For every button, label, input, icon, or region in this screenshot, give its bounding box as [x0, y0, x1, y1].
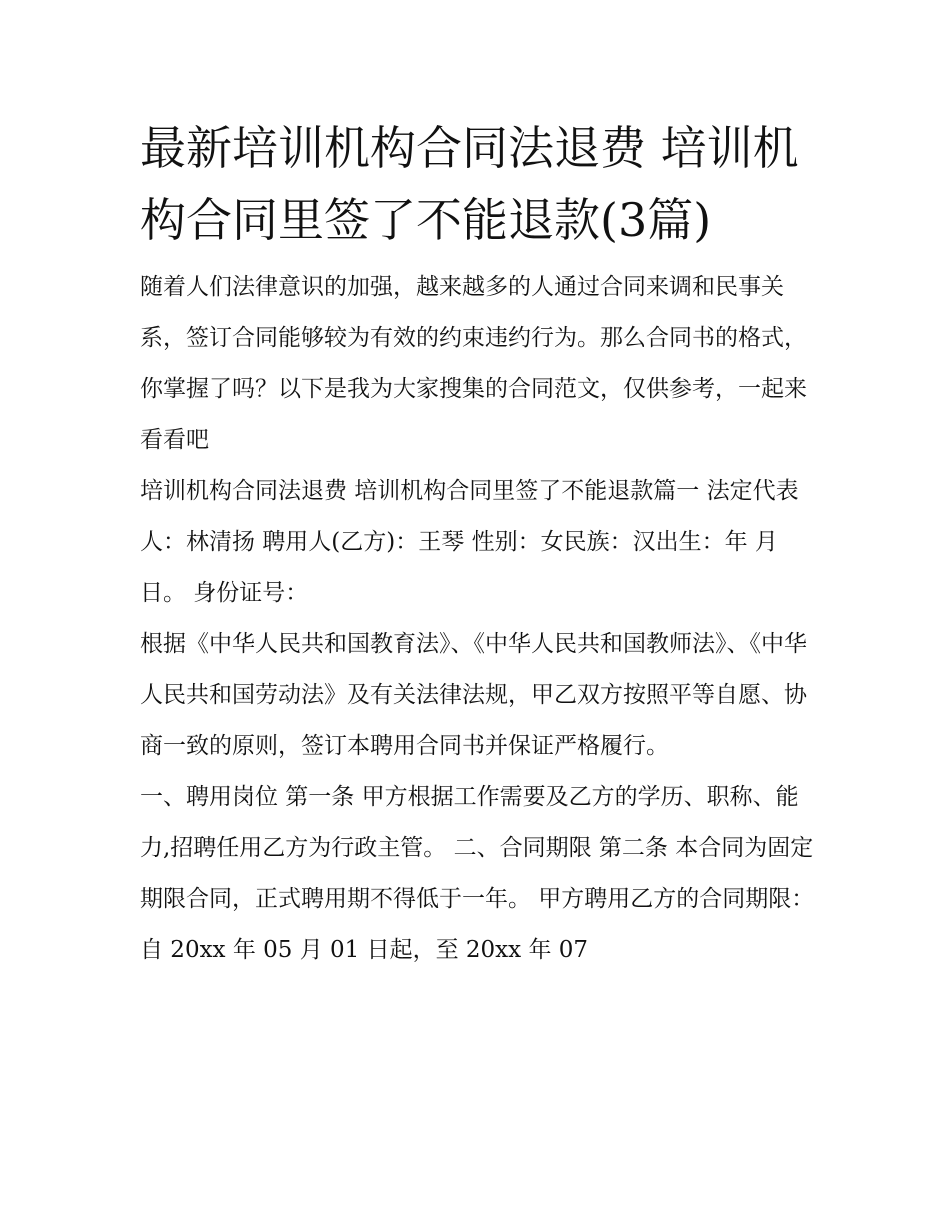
document-body	[140, 112, 820, 976]
paragraph-intro: 随着人们法律意识的加强，越来越多的人通过合同来调和民事关系，签订合同能够较为有效的约束违约行为。那么合同书的格式，你掌握了吗？以下是我为大家搜集的合同范文，仅供参考，一起来看看吧	[140, 274, 807, 453]
document-title: 最新培训机构合同法退费 培训机构合同里签了不能退款(3篇)	[140, 121, 799, 247]
paragraph-position-term: 一、聘用岗位 第一条 甲方根据工作需要及乙方的学历、职称、能力,招聘任用乙方为行政主管。 二、合同期限 第二条 本合同为固定期限合同，正式聘用期不得低于一年。 甲方聘用乙方的合同期限：自 20xx 年 05 月 01 日起，至 20xx 年 07	[140, 784, 815, 963]
paragraph-legal-basis: 根据《中华人民共和国教育法》、《中华人民共和国教师法》、《中华人民共和国劳动法》及有关法律法规，甲乙双方按照平等自愿、协商一致的原则，签订本聘用合同书并保证严格履行。	[140, 631, 807, 759]
paragraph-parties: 培训机构合同法退费 培训机构合同里签了不能退款篇一 法定代表人：林清扬 聘用人(乙方)：王琴 性别：女民族：汉出生：年 月 日。 身份证号：	[140, 478, 799, 606]
